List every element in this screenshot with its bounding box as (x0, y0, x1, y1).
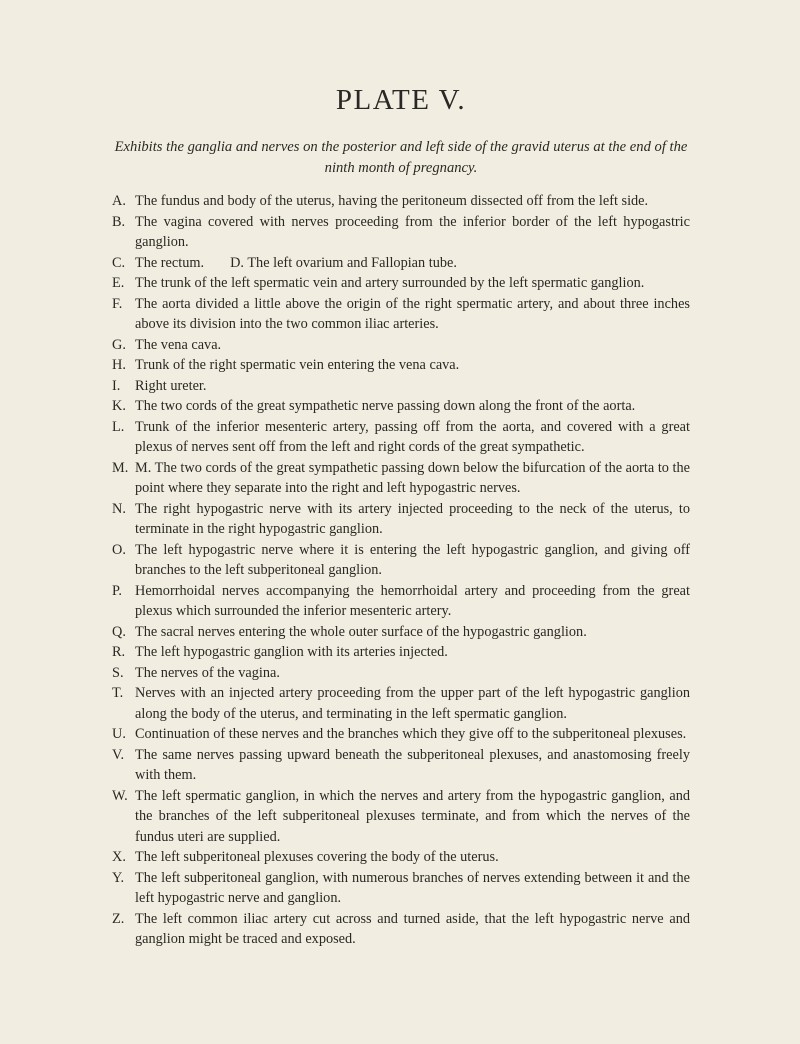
legend-text: The left hypogastric nerve where it is entering the left hypogastric ganglion, and giving off branches to the left subperitoneal ganglion. (135, 541, 690, 578)
legend-letter: P. (112, 582, 122, 599)
legend-letter: U. (112, 726, 126, 742)
legend-letter: E. (112, 275, 125, 291)
legend-letter: L. (112, 418, 125, 435)
legend-letter: R. (112, 644, 126, 660)
legend-item (112, 683, 690, 724)
legend-letter: V. (112, 746, 125, 763)
legend-text: The right hypogastric nerve with its artery injected proceeding to the neck of the uterus, to terminate in the right hypogastric ganglion. (135, 500, 690, 537)
legend-item (112, 622, 690, 643)
legend-item (112, 417, 690, 458)
legend-letter: F. (112, 295, 123, 312)
legend-item (112, 745, 690, 786)
legend-item (112, 499, 690, 540)
legend-letter: Z. (112, 910, 125, 927)
legend-letter: G. (112, 336, 126, 353)
legend-item (112, 335, 690, 356)
legend-letter: T. (112, 685, 124, 701)
legend-text: The nerves of the vagina. (135, 664, 280, 681)
legend-text: The left subperitoneal plexuses covering the body of the uterus. (135, 849, 499, 865)
legend-text: The vena cava. (135, 336, 222, 353)
legend-item (112, 253, 690, 274)
legend-text: The fundus and body of the uterus, having the peritoneum dissected off from the left side. (135, 193, 649, 209)
legend-text: The left spermatic ganglion, in which the nerves and artery from the hypogastric ganglion, and the branches of the left subperitoneal plexuses terminate, and from which the nerves of the fundus uteri are supplied. (135, 787, 690, 845)
legend-letter: O. (112, 541, 126, 558)
legend-item (112, 847, 690, 868)
legend-item (112, 909, 690, 950)
legend-letter: M. (112, 459, 129, 476)
legend-item (112, 642, 690, 663)
legend-text: The same nerves passing upward beneath the subperitoneal plexuses, and anastomosing freely with them. (135, 746, 690, 783)
legend-item (112, 294, 690, 335)
legend-letter: Q. (112, 623, 126, 640)
legend-text: The left common iliac artery cut across and turned aside, that the left hypogastric nerve and ganglion might be traced and exposed. (135, 910, 690, 947)
legend-letter: H. (112, 357, 126, 373)
legend-letter: S. (112, 664, 124, 681)
legend-text: The rectum. (135, 254, 205, 271)
legend-text: Right ureter. (135, 377, 207, 394)
legend-text: Nerves with an injected artery proceeding from the upper part of the left hypogastric ganglion along the body of the uterus, and terminating in the left spermatic ganglion. (135, 685, 690, 722)
legend-item (112, 458, 690, 499)
legend-text: The vagina covered with nerves proceeding from the inferior border of the left hypogastric ganglion. (135, 213, 690, 250)
legend-item (112, 273, 690, 294)
legend-item (112, 212, 690, 253)
legend-item (112, 724, 690, 745)
legend-letter: B. (112, 213, 126, 230)
legend-text: The left subperitoneal ganglion, with numerous branches of nerves extending between it and the left hypogastric nerve and ganglion. (135, 869, 690, 906)
legend-text: The left hypogastric ganglion with its arteries injected. (135, 644, 448, 660)
legend-text: Trunk of the right spermatic vein entering the vena cava. (135, 357, 460, 373)
legend-text: Continuation of these nerves and the branches which they give off to the subperitoneal plexuses. (135, 726, 687, 742)
legend-letter: A. (112, 193, 126, 209)
legend-item (112, 540, 690, 581)
legend-item (112, 581, 690, 622)
legend-text: The sacral nerves entering the whole outer surface of the hypogastric ganglion. (135, 623, 587, 640)
legend-letter: N. (112, 500, 126, 517)
legend-text: The two cords of the great sympathetic nerve passing down along the front of the aorta. (135, 398, 636, 414)
legend-letter: K. (112, 398, 126, 414)
legend-text: Trunk of the inferior mesenteric artery, passing off from the aorta, and covered with a great plexus of nerves sent off from the left and right cords of the great sympathetic. (135, 418, 690, 455)
legend-text: The aorta divided a little above the origin of the right spermatic artery, and about three inches above its division into the two common iliac arteries. (135, 295, 690, 332)
legend-list (112, 191, 690, 950)
legend-item (112, 663, 690, 684)
legend-item (112, 786, 690, 848)
legend-letter: D. (230, 254, 244, 271)
legend-letter: C. (112, 254, 126, 271)
legend-item (112, 376, 690, 397)
legend-letter: W. (112, 787, 128, 804)
legend-item (112, 396, 690, 417)
legend-item (112, 355, 690, 376)
legend-item (112, 868, 690, 909)
legend-text: The trunk of the left spermatic vein and artery surrounded by the left spermatic ganglion. (135, 275, 645, 291)
legend-text: Hemorrhoidal nerves accompanying the hemorrhoidal artery and proceeding from the great plexus which surrounded the inferior mesenteric artery. (135, 582, 690, 619)
plate-caption: Exhibits the ganglia and nerves on the posterior and left side of the gravid uterus at the end of the ninth month of pregnancy. (114, 139, 688, 176)
legend-text: M. The two cords of the great sympathetic passing down below the bifurcation of the aorta to the point where they separate into the right and left hypogastric nerves. (135, 459, 690, 496)
legend-text: The left ovarium and Fallopian tube. (247, 254, 457, 271)
legend-item (112, 191, 690, 212)
legend-letter: Y. (112, 869, 125, 886)
legend-letter: X. (112, 849, 126, 865)
plate-title: PLATE V. (335, 84, 467, 116)
legend-letter: I. (112, 377, 121, 394)
